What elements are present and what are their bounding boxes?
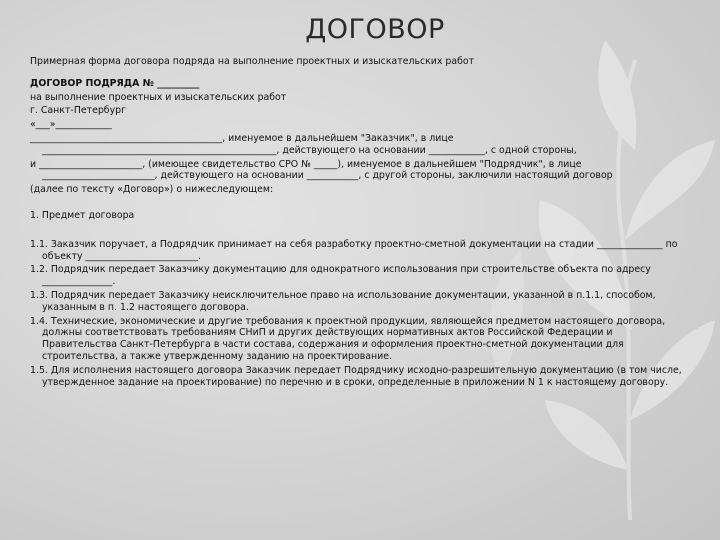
contract-city: г. Санкт-Петербург: [30, 105, 127, 117]
clause-1-1: 1.1. Заказчик поручает, а Подрядчик принимает на себя разработку проектно-сметной документации на стадии ______________ по объекту ________________________.: [30, 238, 678, 262]
contract-date: «___»____________: [30, 119, 112, 131]
contract-subject: на выполнение проектных и изыскательских работ: [30, 91, 287, 103]
page-title: ДОГОВОР: [305, 14, 445, 45]
document-body: [30, 56, 690, 390]
section-heading: 1. Предмет договора: [30, 209, 135, 221]
clause-1-3: 1.3. Подрядчик передает Заказчику неисключительное право на использование документации, указанной в п.1.1, способом, указанным в п. 1.2 настоящего договора.: [30, 289, 656, 313]
preamble-closing: (далее по тексту «Договор») о нижеследующем:: [30, 184, 274, 196]
document-subtitle: Примерная форма договора подряда на выполнение проектных и изыскательских работ: [30, 56, 475, 67]
clause-1-4: 1.4. Технические, экономические и другие требования к проектной продукции, являющейся предметом настоящего договора, должны соответствовать требованиям СНиП и других действующих нормативных актов Российской Федерации и Правительства Санкт-Петербурга в части состава, содержания и оформления проектно-сметной документации для строительства, а также утвержденному заданию на проектирование.: [30, 315, 666, 362]
preamble-customer: _________________________________________, именуемое в дальнейшем "Заказчик", в лице __________________________________________________, действующего на основании ____________, с одной стороны,: [30, 132, 577, 156]
clause-1-5: 1.5. Для исполнения настоящего договора Заказчик передает Подрядчику исходно-разрешительную документацию (в том числе, утвержденное задание на проектирование) по перечню и в сроки, определенные в приложении N 1 к настоящему договору.: [30, 364, 682, 388]
preamble-contractor: и ______________________, (имеющее свидетельство СРО № _____), именуемое в дальнейшем "Подрядчик", в лице ________________________, действующего на основании ___________, с другой стороны, заключили настоящий договор: [30, 158, 613, 182]
clause-1-2: 1.2. Подрядчик передает Заказчику документацию для однократного использования при строительстве объекта по адресу _______________.: [30, 264, 651, 288]
contract-number: ДОГОВОР ПОДРЯДА № _________: [30, 77, 200, 89]
